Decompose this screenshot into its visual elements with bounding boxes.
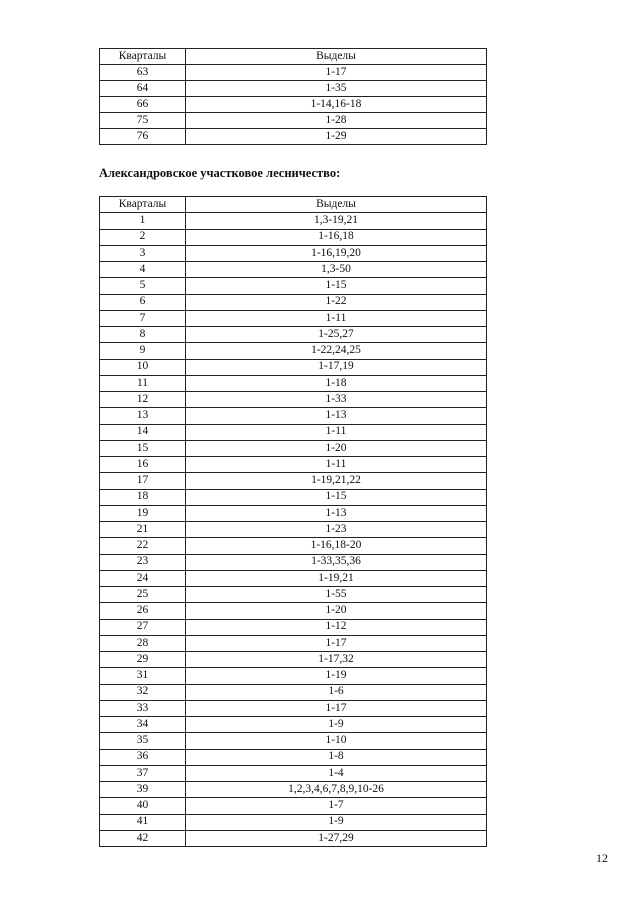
plots-cell: 1,3-50	[186, 262, 487, 278]
table2-body	[100, 213, 487, 847]
table-row	[100, 294, 487, 310]
quarter-number-cell: 76	[100, 129, 186, 145]
table-row	[100, 229, 487, 245]
table-row	[100, 278, 487, 294]
plots-cell: 1-17	[186, 65, 487, 81]
quarter-number-cell: 29	[100, 652, 186, 668]
plots-cell: 1-19,21,22	[186, 473, 487, 489]
table-row	[100, 635, 487, 651]
table-row	[100, 473, 487, 489]
plots-cell: 1-35	[186, 81, 487, 97]
quarters-table-2	[99, 196, 487, 847]
table-row	[100, 489, 487, 505]
quarter-number-cell: 34	[100, 717, 186, 733]
plots-cell: 1-13	[186, 505, 487, 521]
table-row	[100, 587, 487, 603]
quarter-number-cell: 40	[100, 798, 186, 814]
plots-cell: 1,2,3,4,6,7,8,9,10-26	[186, 782, 487, 798]
quarter-number-cell: 10	[100, 359, 186, 375]
plots-cell: 1-33	[186, 392, 487, 408]
plots-cell: 1-11	[186, 457, 487, 473]
quarter-number-cell: 1	[100, 213, 186, 229]
table-row	[100, 262, 487, 278]
table-row	[100, 684, 487, 700]
plots-cell: 1-25,27	[186, 327, 487, 343]
table-row	[100, 668, 487, 684]
quarter-number-cell: 66	[100, 97, 186, 113]
quarter-number-cell: 17	[100, 473, 186, 489]
quarter-number-cell: 19	[100, 505, 186, 521]
quarter-number-cell: 15	[100, 440, 186, 456]
table-row	[100, 700, 487, 716]
table1-body	[100, 65, 487, 145]
quarter-number-cell: 11	[100, 375, 186, 391]
table-row	[100, 113, 487, 129]
table-row	[100, 392, 487, 408]
plots-cell: 1,3-19,21	[186, 213, 487, 229]
table-row	[100, 97, 487, 113]
plots-cell: 1-17	[186, 700, 487, 716]
plots-cell: 1-4	[186, 765, 487, 781]
table-row	[100, 129, 487, 145]
table-row	[100, 213, 487, 229]
table-row	[100, 554, 487, 570]
quarter-number-cell: 33	[100, 700, 186, 716]
plots-cell: 1-15	[186, 278, 487, 294]
quarter-number-cell: 63	[100, 65, 186, 81]
plots-cell: 1-55	[186, 587, 487, 603]
quarter-number-cell: 18	[100, 489, 186, 505]
quarter-number-cell: 35	[100, 733, 186, 749]
plots-cell: 1-6	[186, 684, 487, 700]
table-row	[100, 440, 487, 456]
column-header-plots: Выделы	[186, 197, 487, 213]
quarter-number-cell: 8	[100, 327, 186, 343]
plots-cell: 1-22,24,25	[186, 343, 487, 359]
table-row	[100, 570, 487, 586]
quarter-number-cell: 25	[100, 587, 186, 603]
quarter-number-cell: 27	[100, 619, 186, 635]
quarter-number-cell: 42	[100, 830, 186, 846]
plots-cell: 1-28	[186, 113, 487, 129]
plots-cell: 1-9	[186, 814, 487, 830]
quarter-number-cell: 14	[100, 424, 186, 440]
quarter-number-cell: 13	[100, 408, 186, 424]
column-header-plots: Выделы	[186, 49, 487, 65]
plots-cell: 1-33,35,36	[186, 554, 487, 570]
column-header-quarters: Кварталы	[100, 49, 186, 65]
plots-cell: 1-18	[186, 375, 487, 391]
plots-cell: 1-17,19	[186, 359, 487, 375]
quarter-number-cell: 26	[100, 603, 186, 619]
quarter-number-cell: 22	[100, 538, 186, 554]
page-number: 12	[596, 851, 608, 865]
table-row	[100, 65, 487, 81]
quarter-number-cell: 21	[100, 522, 186, 538]
table-row	[100, 782, 487, 798]
table-row	[100, 343, 487, 359]
table-row	[100, 522, 487, 538]
quarter-number-cell: 23	[100, 554, 186, 570]
table-row	[100, 619, 487, 635]
table-row	[100, 603, 487, 619]
table-row	[100, 457, 487, 473]
quarter-number-cell: 37	[100, 765, 186, 781]
table-row	[100, 359, 487, 375]
table-row	[100, 814, 487, 830]
quarter-number-cell: 9	[100, 343, 186, 359]
section-heading: Александровское участковое лесничество:	[99, 166, 341, 180]
plots-cell: 1-22	[186, 294, 487, 310]
plots-cell: 1-16,19,20	[186, 245, 487, 261]
quarter-number-cell: 39	[100, 782, 186, 798]
table-row	[100, 749, 487, 765]
plots-cell: 1-16,18-20	[186, 538, 487, 554]
plots-cell: 1-14,16-18	[186, 97, 487, 113]
plots-cell: 1-20	[186, 440, 487, 456]
quarter-number-cell: 12	[100, 392, 186, 408]
table-row	[100, 830, 487, 846]
quarter-number-cell: 31	[100, 668, 186, 684]
quarter-number-cell: 2	[100, 229, 186, 245]
table-row	[100, 327, 487, 343]
quarter-number-cell: 24	[100, 570, 186, 586]
table-row	[100, 245, 487, 261]
plots-cell: 1-9	[186, 717, 487, 733]
plots-cell: 1-17	[186, 635, 487, 651]
quarter-number-cell: 32	[100, 684, 186, 700]
plots-cell: 1-19,21	[186, 570, 487, 586]
quarter-number-cell: 28	[100, 635, 186, 651]
plots-cell: 1-23	[186, 522, 487, 538]
table-header-row	[100, 49, 487, 65]
quarter-number-cell: 7	[100, 310, 186, 326]
quarter-number-cell: 6	[100, 294, 186, 310]
quarter-number-cell: 5	[100, 278, 186, 294]
plots-cell: 1-20	[186, 603, 487, 619]
plots-cell: 1-13	[186, 408, 487, 424]
quarter-number-cell: 3	[100, 245, 186, 261]
quarter-number-cell: 75	[100, 113, 186, 129]
plots-cell: 1-7	[186, 798, 487, 814]
table-row	[100, 717, 487, 733]
quarter-number-cell: 64	[100, 81, 186, 97]
table-row	[100, 81, 487, 97]
plots-cell: 1-27,29	[186, 830, 487, 846]
column-header-quarters: Кварталы	[100, 197, 186, 213]
plots-cell: 1-29	[186, 129, 487, 145]
table-row	[100, 375, 487, 391]
quarter-number-cell: 41	[100, 814, 186, 830]
plots-cell: 1-8	[186, 749, 487, 765]
table-row	[100, 424, 487, 440]
quarter-number-cell: 16	[100, 457, 186, 473]
table-row	[100, 733, 487, 749]
table-row	[100, 408, 487, 424]
table-row	[100, 538, 487, 554]
plots-cell: 1-19	[186, 668, 487, 684]
table-row	[100, 310, 487, 326]
table-row	[100, 652, 487, 668]
table-row	[100, 505, 487, 521]
plots-cell: 1-11	[186, 424, 487, 440]
plots-cell: 1-16,18	[186, 229, 487, 245]
plots-cell: 1-17,32	[186, 652, 487, 668]
table-row	[100, 798, 487, 814]
plots-cell: 1-11	[186, 310, 487, 326]
quarters-table-1	[99, 48, 487, 145]
plots-cell: 1-15	[186, 489, 487, 505]
plots-cell: 1-10	[186, 733, 487, 749]
quarter-number-cell: 4	[100, 262, 186, 278]
quarter-number-cell: 36	[100, 749, 186, 765]
table-row	[100, 765, 487, 781]
table-header-row	[100, 197, 487, 213]
plots-cell: 1-12	[186, 619, 487, 635]
